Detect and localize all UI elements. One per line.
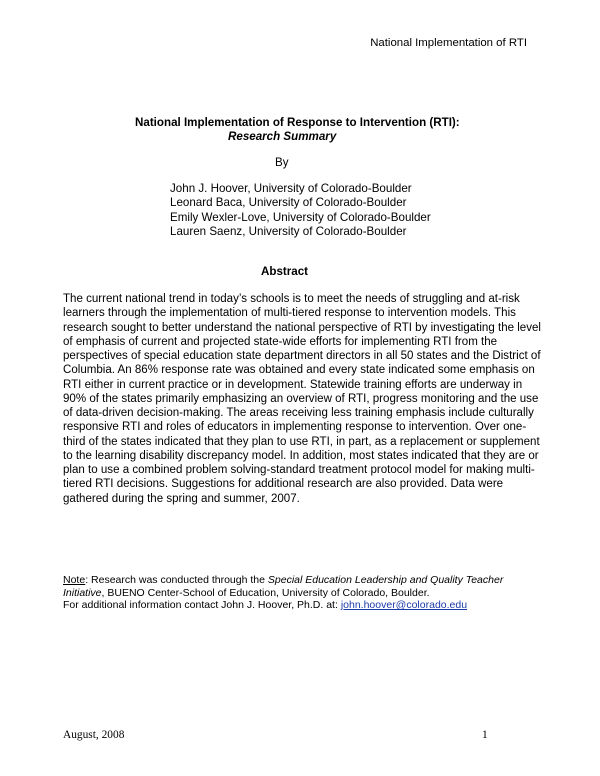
author-item: Lauren Saenz, University of Colorado-Boulder	[170, 224, 407, 238]
author-item: Emily Wexler-Love, University of Colorado-Boulder	[170, 210, 431, 224]
byline: By	[275, 156, 289, 169]
abstract-paragraph: The current national trend in today’s schools is to meet the needs of struggling and at-risk learners through the implementation of multi-tiered response to intervention models. This research sought to better understand the national perspective of RTI by investigating the level of emphasis of current and projected state-wide efforts for implementing RTI from the perspectives of special education state department directors in all 50 states and the District of Columbia. An 86% response rate was obtained and every state indicated some emphasis on RTI either in current practice or in development. Statewide training efforts are underway in 90% of the states primarily emphasizing an overview of RTI, progress monitoring and the use of data-driven decision-making. The areas receiving less training emphasis include culturally responsive RTI and roles of educators in implementing response to intervention. Over one-third of the states indicated that they plan to use RTI, in part, as a replacement or supplement to the learning disability discrepancy model. In addition, most states indicated that they are or plan to use a combined problem solving-standard treatment protocol model for making multi-tiered RTI decisions. Suggestions for additional research are also provided. Data were gathered during the spring and summer, 2007.	[63, 293, 541, 505]
footnote	[63, 574, 543, 612]
author-list	[170, 182, 431, 239]
document-subtitle: Research Summary	[228, 130, 337, 143]
contact-email-link[interactable]: john.hoover@colorado.edu	[340, 599, 468, 612]
contact-text: For additional information contact John J. Hoover, Ph.D. at:	[63, 599, 341, 612]
note-label: Note	[63, 574, 86, 586]
initiative-name: Special Education Leadership and Quality Teacher Initiative	[63, 574, 504, 599]
author-item: Leonard Baca, University of Colorado-Boulder	[170, 196, 407, 210]
author-item: John J. Hoover, University of Colorado-Boulder	[170, 182, 412, 195]
document-title: National Implementation of Response to Intervention (RTI):	[135, 116, 460, 129]
note-affiliation: , BUENO Center-School of Education, University of Colorado, Boulder.	[101, 586, 430, 599]
abstract-heading: Abstract	[261, 265, 309, 278]
running-header: National Implementation of RTI	[370, 37, 527, 49]
page-number: 1	[482, 729, 488, 741]
note-text: : Research was conducted through the	[85, 574, 268, 586]
footer-date: August, 2008	[63, 729, 125, 741]
